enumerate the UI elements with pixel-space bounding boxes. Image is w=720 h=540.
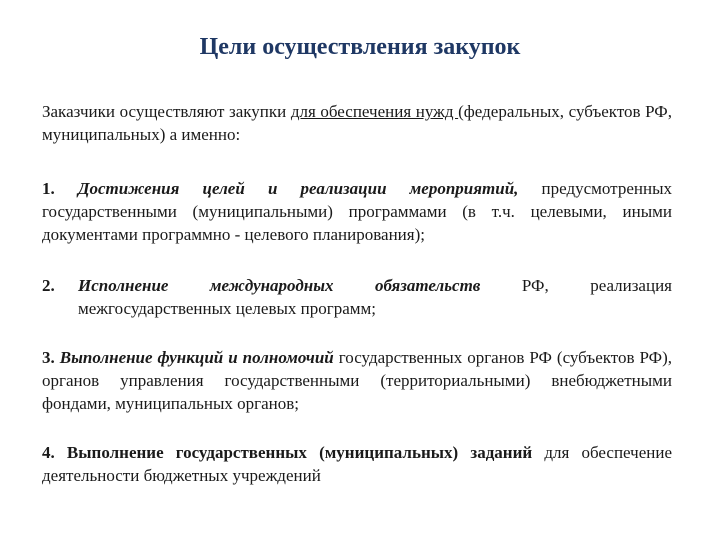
goal-item-4-text: для обеспечение деятельности бюджетных учреждений [42, 443, 672, 485]
goal-item-3 [42, 346, 672, 415]
intro-text-start: Заказчики осуществляют закупки [42, 102, 291, 121]
goal-item-3-heading: Выполнение функций и полномочий [54, 348, 334, 367]
intro-text-end: (федеральных, субъектов РФ, муниципальных) а именно: [42, 102, 672, 144]
slide-title: Цели осуществления закупок [199, 34, 521, 60]
goal-item-1-text: предусмотренных государственными (муниципальными) программами (в т.ч. целевыми, иными документами программно - целевого планирования); [42, 179, 672, 244]
goal-item-4-heading: Выполнение государственных (муниципальных) заданий [54, 443, 533, 462]
goal-item-2-text: РФ, реализация межгосударственных целевых программ; [78, 276, 672, 318]
goal-item-1 [42, 177, 672, 246]
goal-item-1-number: 1. [42, 179, 55, 198]
intro-paragraph [42, 100, 672, 146]
goal-item-3-number: 3. [42, 348, 55, 367]
goal-item-2-heading: Исполнение международных обязательств [78, 276, 481, 295]
goal-item-3-text: государственных органов РФ (субъектов РФ), органов управления государственными (территориальными) внебюджетными фондами, муниципальных органов; [42, 348, 672, 413]
goal-item-2-number: 2. [42, 276, 55, 295]
goal-item-4-number: 4. [42, 443, 55, 462]
goal-item-2-body [78, 274, 672, 320]
goal-item-1-heading: Достижения целей и реализации мероприятий, [54, 179, 519, 198]
intro-underlined-text: для обеспечения нужд [290, 102, 459, 121]
goal-item-4 [42, 441, 672, 487]
goal-item-2 [42, 274, 672, 320]
